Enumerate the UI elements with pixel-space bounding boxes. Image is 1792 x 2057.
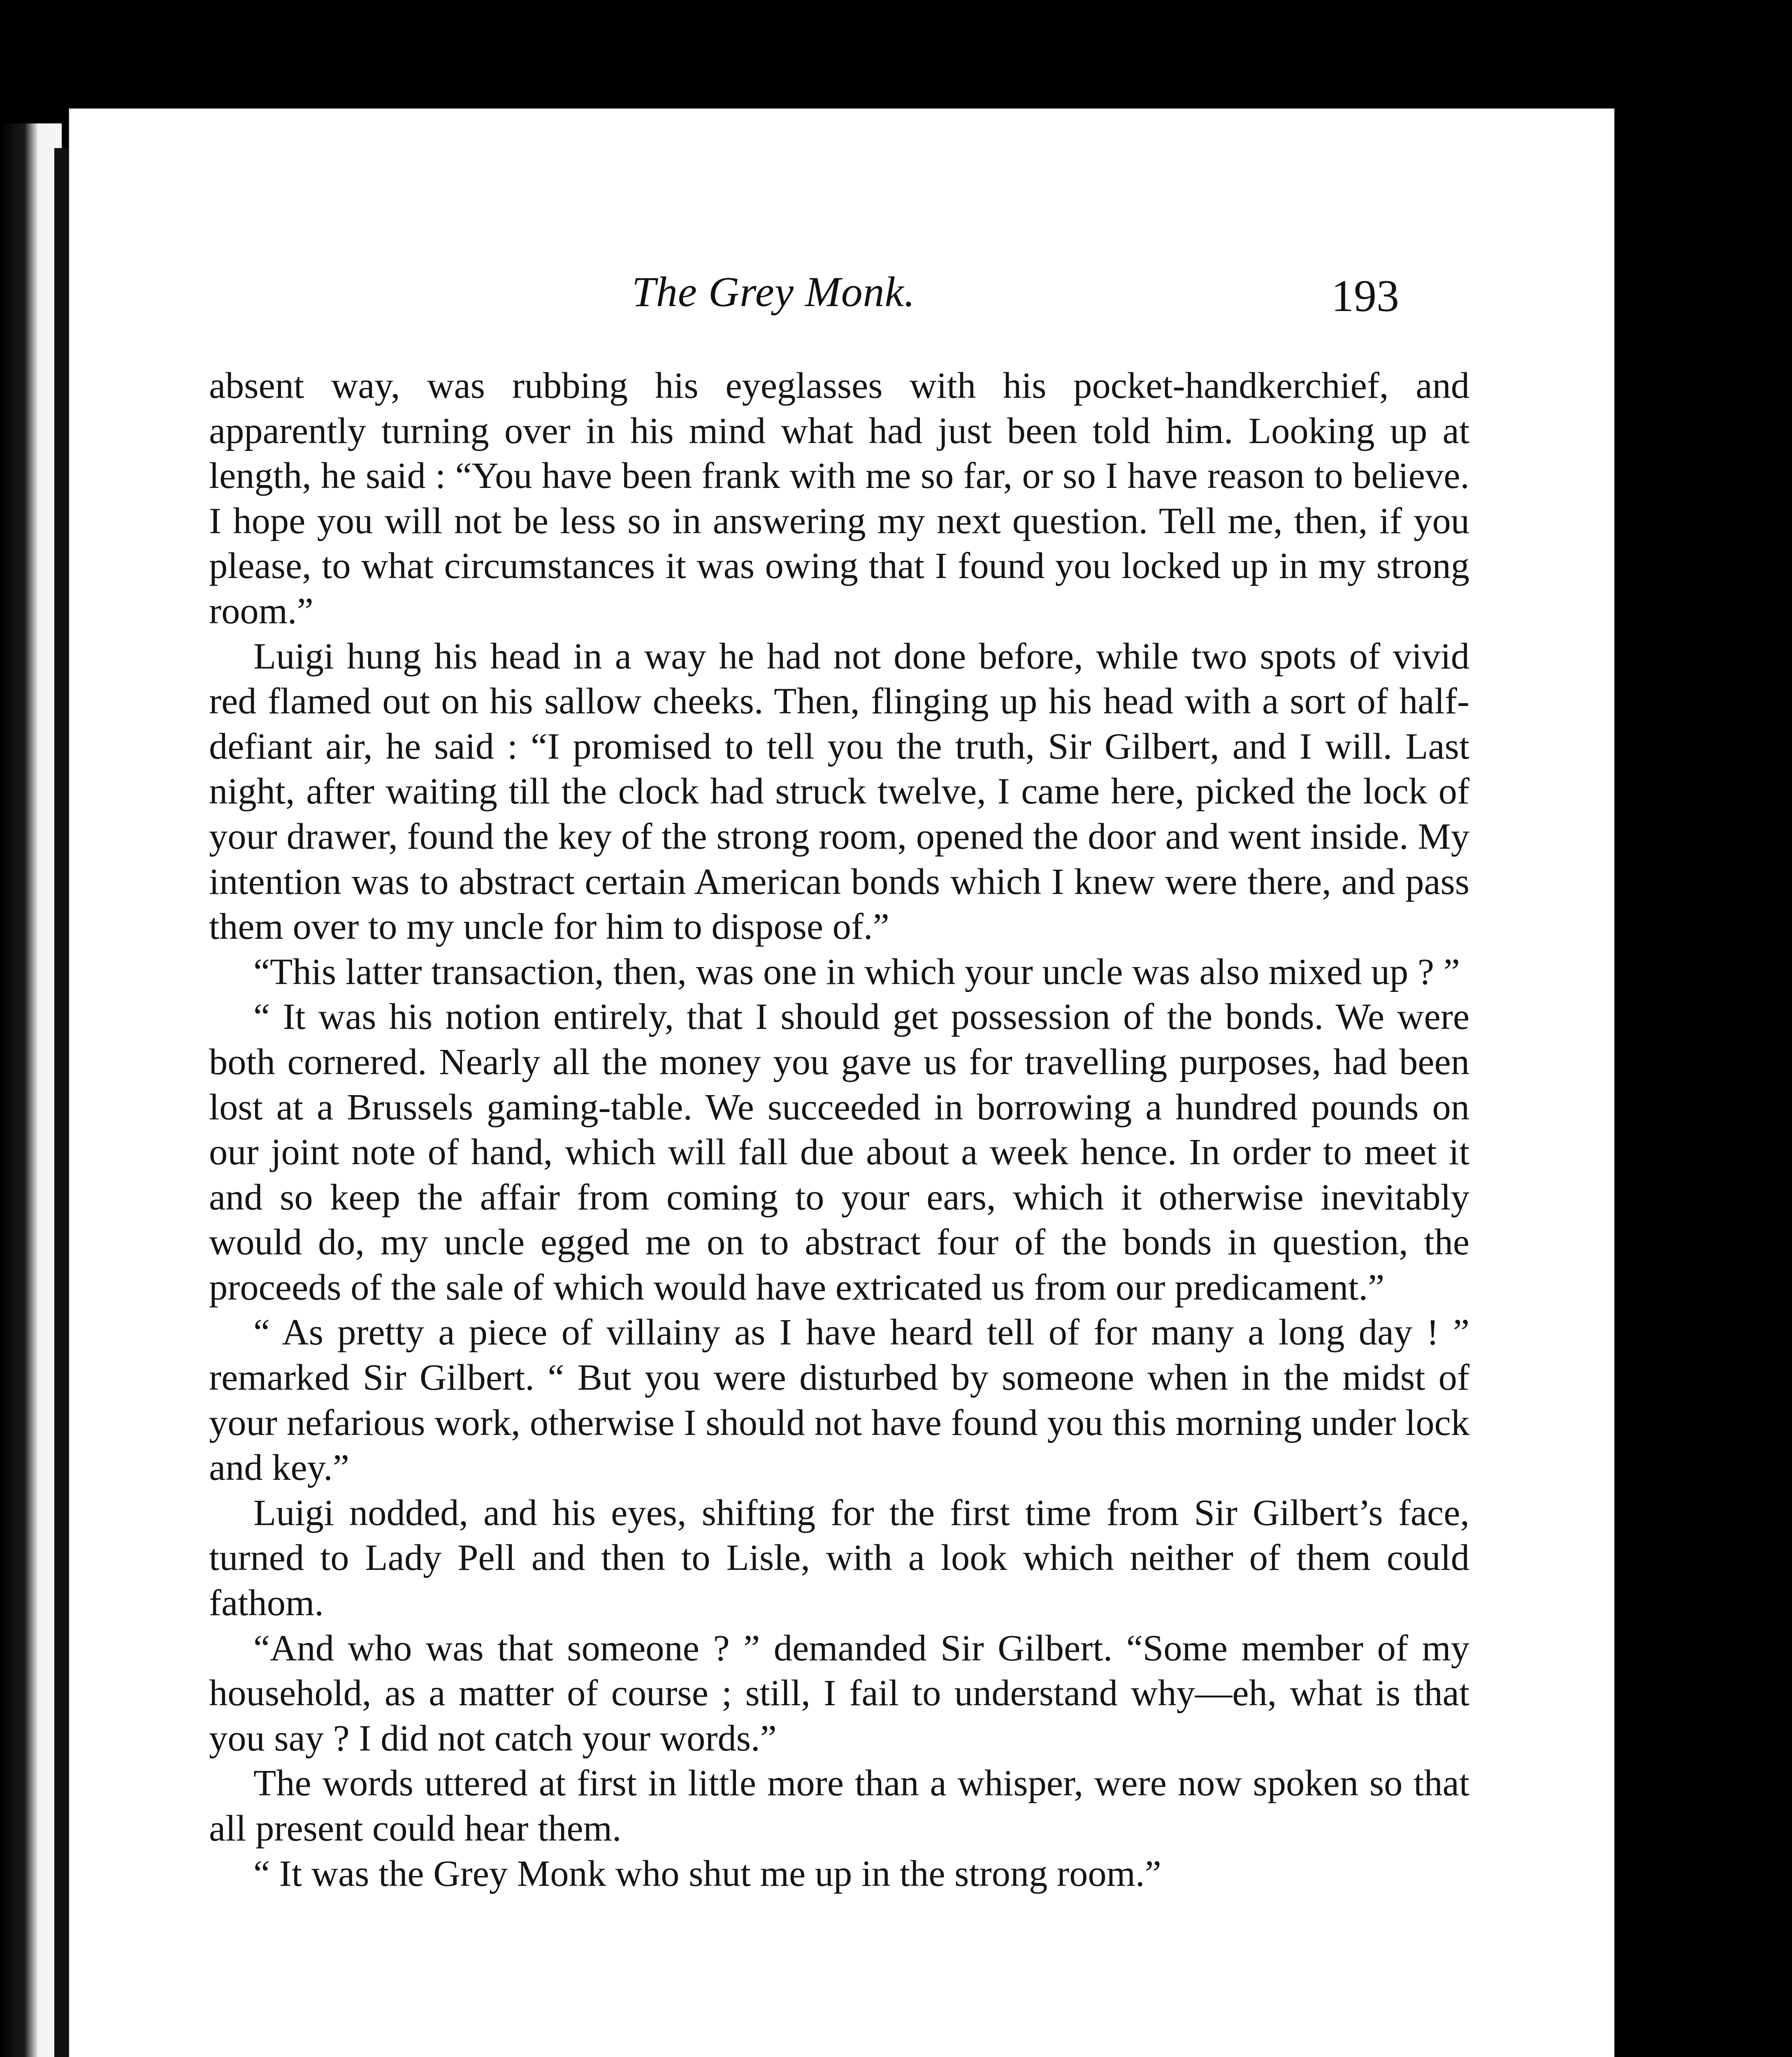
scan-speck bbox=[62, 1395, 67, 1403]
paragraph: “This latter transaction, then, was one in which your uncle was also mixed up ? ” bbox=[253, 950, 1460, 992]
paragraph: “ It was the Grey Monk who shut me up in the strong room.” bbox=[253, 1852, 1161, 1894]
paragraph: The words uttered at first in little more than a whisper, were now spoken so that all present could hear them. bbox=[209, 1762, 1469, 1849]
book-page bbox=[68, 108, 1615, 2057]
paragraph: Luigi hung his head in a way he had not done before, while two spots of vivid red flamed out on his sallow cheeks. Then, flinging up his head with a sort of half-defiant air, he said : “I promised to tell you the truth, Sir Gilbert, and I will. Last night, after waiting till the clock had struck twelve, I came here, picked the lock of your drawer, found the key of the strong room, opened the door and went inside. My intention was to abstract certain American bonds which I knew were there, and pass them over to my uncle for him to dispose of.” bbox=[209, 635, 1469, 947]
paragraph: “ It was his notion entirely, that I should get possession of the bonds. We were both cornered. Nearly all the money you gave us for travelling purposes, had been lost at a Brussels gaming-table. We succeeded in borrowing a hundred pounds on our joint note of hand, which will fall due about a week hence. In order to meet it and so keep the affair from coming to your ears, which it otherwise inevitably would do, my uncle egged me on to abstract four of the bonds in question, the proceeds of the sale of which would have extricated us from our predicament.” bbox=[209, 996, 1469, 1308]
facing-page-edge bbox=[0, 123, 62, 2057]
paragraph: Luigi nodded, and his eyes, shifting for the first time from Sir Gilbert’s face, turned to Lady Pell and then to Lisle, with a look which neither of them could fathom. bbox=[209, 1491, 1469, 1624]
body-text bbox=[209, 363, 1469, 1896]
paragraph: “ As pretty a piece of villainy as I have heard tell of for many a long day ! ” remarked Sir Gilbert. “ But you were disturbed by someone when in the midst of your nefarious work, otherwise I should not have found you this morning under lock and key.” bbox=[209, 1311, 1469, 1488]
page-number: 193 bbox=[1331, 271, 1399, 321]
paragraph: absent way, was rubbing his eyeglasses with his pocket-handkerchief, and apparently turning over in his mind what had just been told him. Looking up at length, he said : “You have been frank with me so far, or so I have reason to believe. I hope you will not be less so in answering my next question. Tell me, then, if you please, to what circumstances it was owing that I found you locked up in my strong room.” bbox=[209, 365, 1469, 631]
paragraph: “And who was that someone ? ” demanded Sir Gilbert. “Some member of my household, as a matter of course ; still, I fail to understand why—eh, what is that you say ? I did not catch your words.” bbox=[209, 1627, 1469, 1759]
scan-speck bbox=[62, 2008, 67, 2016]
running-head bbox=[68, 267, 1615, 333]
book-gutter bbox=[54, 148, 68, 2057]
running-title: The Grey Monk. bbox=[632, 268, 915, 316]
